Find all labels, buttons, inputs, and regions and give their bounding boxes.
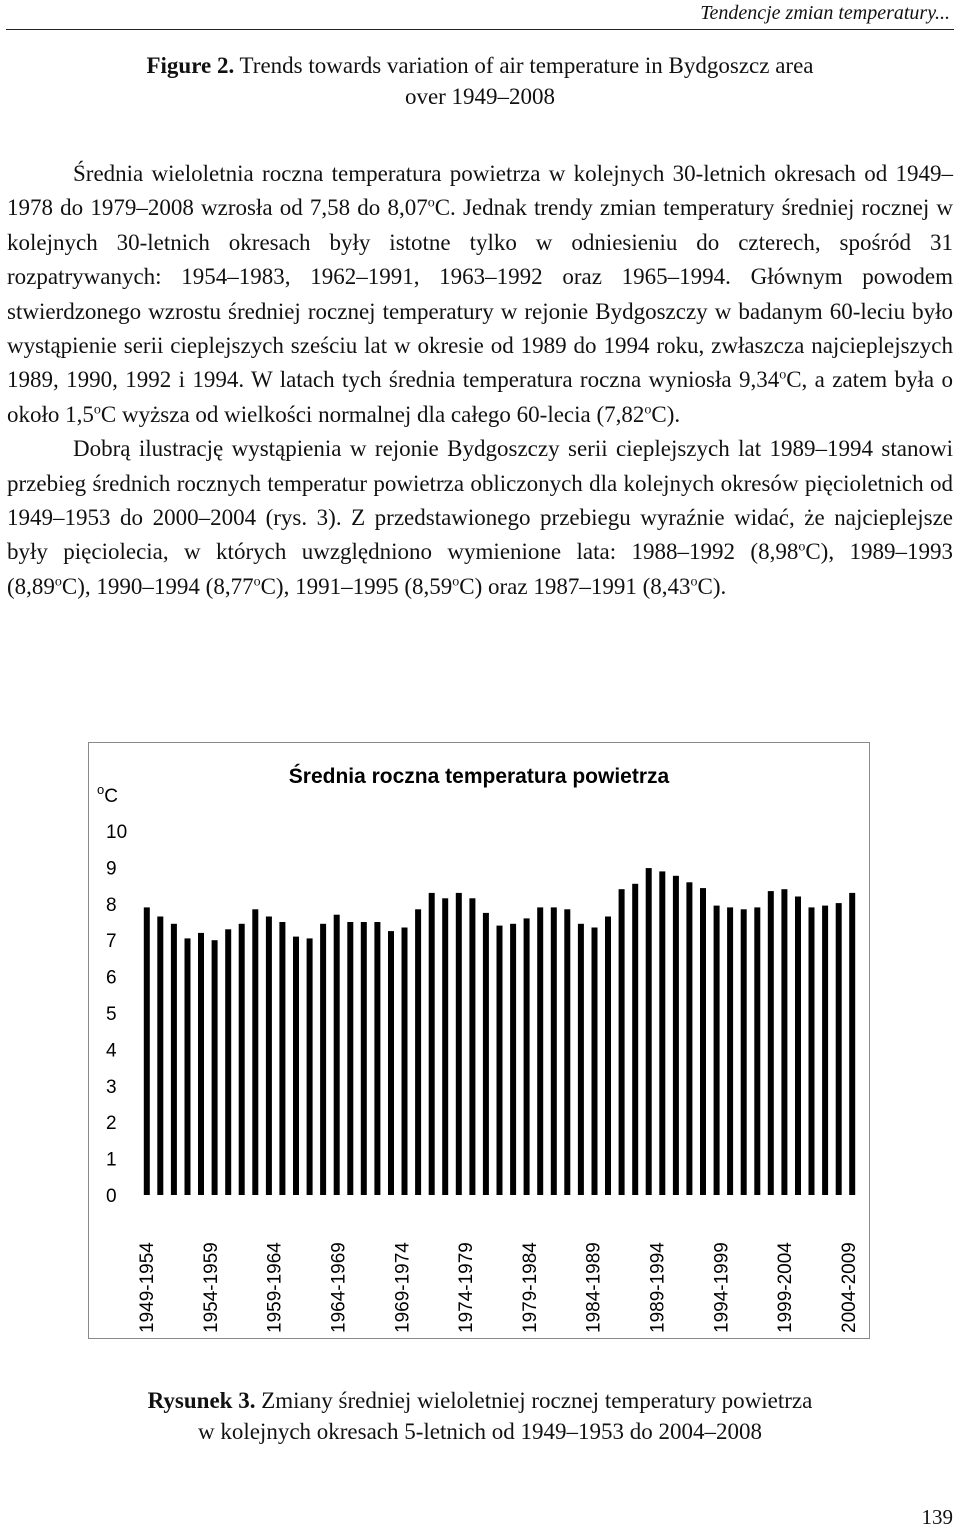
page-header [0, 0, 960, 30]
x-tick-label: 1959-1964 [264, 1242, 286, 1333]
y-axis-unit-label: C [104, 786, 118, 807]
body-text [7, 157, 953, 604]
y-axis-unit-sup: o [97, 782, 105, 797]
bar [809, 907, 815, 1195]
y-tick-label: 7 [106, 931, 117, 953]
bar [605, 917, 611, 1196]
figure-2-text-line2: over 1949–2008 [404, 84, 556, 109]
degree-sup: o [427, 195, 435, 211]
paragraph-1-part-d: C wyższa od wielkości normalnej dla całego 60-lecia (7,82 [100, 401, 645, 427]
paragraph-1 [7, 157, 953, 432]
x-tick-label: 1954-1959 [200, 1242, 222, 1333]
y-tick-label: 4 [106, 1040, 117, 1062]
bar [279, 922, 285, 1195]
bar [551, 907, 557, 1195]
bar [700, 888, 706, 1195]
x-tick-label: 1994-1999 [711, 1242, 733, 1333]
bar [673, 876, 679, 1195]
bar [822, 906, 828, 1195]
y-tick-label: 2 [106, 1113, 117, 1135]
bar [781, 889, 787, 1195]
bar [564, 909, 570, 1195]
paragraph-2-part-c: C), 1990–1994 (8,77 [61, 573, 254, 599]
x-tick-label: 1979-1984 [519, 1242, 541, 1333]
degree-sup: o [779, 367, 787, 383]
paragraph-2-part-d: C), 1991–1995 (8,59 [260, 573, 453, 599]
bar [578, 924, 584, 1195]
y-axis-unit [97, 782, 118, 807]
bar [225, 929, 231, 1195]
bar [429, 893, 435, 1195]
y-tick-label: 0 [106, 1186, 117, 1207]
x-tick-label: 1969-1974 [392, 1242, 414, 1333]
paragraph-1-part-b: C. Jednak trendy zmian temperatury średniej rocznej w kolejnych 30-letnich okresach były istotne tylko w odniesieniu do czterech, spośród 31 rozpatrywanych: 1954–1983, 1962–1991, 1963–1992 oraz 1965–1994. Głównym powodem stwierdzonego wzrostu średniej rocznej temperatury w rejonie Bydgoszczy w badanym 60-leciu było wystąpienie serii cieplejszych sześciu lat w okresie od 1989 do 1994 roku, zwłaszcza najcieplejszych 1989, 1990, 1992 i 1994. W latach tych średnia temperatura roczna wyniosła 9,34 [7, 195, 953, 393]
y-tick-label: 1 [106, 1149, 117, 1171]
bar [741, 909, 747, 1195]
bar [388, 931, 394, 1195]
bar [497, 926, 503, 1195]
degree-sup: o [93, 402, 101, 418]
bar [320, 924, 326, 1195]
bar [198, 933, 204, 1195]
x-tick-label: 1984-1989 [583, 1242, 605, 1333]
y-tick-label: 10 [106, 822, 128, 843]
bar [185, 938, 191, 1195]
paragraph-2-part-a: Dobrą ilustrację wystąpienia w rejonie Bydgoszczy serii cieplejszych lat 1989–1994 stanowi przebieg średnich rocznych temperatur powietrza obliczonych dla kolejnych okresów pięcioletnich od 1949–1953 do 2000–2004 (rys. 3). Z przedstawionego przebiegu wyraźnie widać, że najcieplejsze były pięciolecia, w których uwzględniono wymienione lata: 1988–1992 (8,98 [7, 436, 953, 565]
x-tick-label: 1989-1994 [647, 1242, 669, 1333]
bar [157, 917, 163, 1196]
bar [415, 909, 421, 1195]
paragraph-1-part-c: C, a zatem była o około 1,5 [7, 367, 953, 427]
bar [293, 937, 299, 1195]
bar [212, 940, 218, 1195]
bar [510, 924, 516, 1195]
bar [402, 928, 408, 1196]
paragraph-1-part-e: C). [651, 401, 681, 427]
paragraph-2-part-b: C), 1989–1993 (8,89 [7, 539, 953, 599]
chart-title: Średnia roczna temperatura powietrza [288, 765, 670, 788]
degree-sup: o [644, 402, 652, 418]
bar [659, 871, 665, 1195]
caption-line-2: w kolejnych okresach 5-letnich od 1949–1953 do 2004–2008 [197, 1419, 763, 1444]
y-tick-label: 6 [106, 967, 117, 989]
figure-2-label: Figure 2. [146, 53, 235, 78]
degree-sup: o [253, 574, 261, 590]
paragraph-2-part-f: C). [697, 573, 727, 599]
degree-sup: o [54, 574, 62, 590]
header-rule [6, 29, 954, 30]
x-tick-label: 1999-2004 [775, 1242, 797, 1333]
bar [442, 898, 448, 1195]
bar [524, 918, 530, 1195]
bar [754, 907, 760, 1195]
figure-3-caption [60, 1385, 900, 1447]
figure-3-label: Rysunek 3. [147, 1388, 256, 1413]
paragraph-1-part-a: Średnia wieloletnia roczna temperatura powietrza w kolejnych 30-letnich okresach od 1949–1978 do 1979–2008 wzrosła od 7,58 do 8,07 [7, 161, 953, 221]
bar [374, 922, 380, 1195]
x-tick-labels [137, 1242, 860, 1333]
y-tick-label: 3 [106, 1076, 117, 1098]
bar [171, 924, 177, 1195]
x-tick-label: 1964-1969 [328, 1242, 350, 1333]
bar [144, 907, 150, 1195]
bar [619, 889, 625, 1195]
bar [836, 903, 842, 1195]
bar [537, 907, 543, 1195]
bar [456, 893, 462, 1195]
x-tick-label: 1974-1979 [456, 1242, 478, 1333]
degree-sup: o [452, 574, 460, 590]
bar [307, 938, 313, 1195]
figure-2-caption [60, 50, 900, 112]
running-title: Tendencje zmian temperatury... [700, 2, 950, 24]
figure-2-text: Trends towards variation of air temperature in Bydgoszcz area [239, 53, 814, 78]
bar [632, 884, 638, 1195]
chart-svg [89, 743, 871, 1340]
bar [469, 898, 475, 1195]
bar [239, 924, 245, 1195]
x-tick-label: 2004-2009 [839, 1242, 860, 1333]
degree-sup: o [798, 539, 806, 555]
y-tick-label: 5 [106, 1004, 117, 1025]
x-tick-label: 1949-1954 [137, 1242, 158, 1333]
bar [727, 907, 733, 1195]
temperature-bar-chart [88, 742, 870, 1339]
bar [334, 915, 340, 1195]
page-number: 139 [921, 1505, 953, 1529]
bar [252, 909, 258, 1195]
bars [144, 868, 855, 1195]
bar [483, 913, 489, 1195]
bar [849, 893, 855, 1195]
bar [361, 922, 367, 1195]
y-tick-labels [106, 822, 127, 1207]
bar [795, 897, 801, 1196]
bar [646, 868, 652, 1195]
bar [266, 917, 272, 1196]
paragraph-2-part-e: C) oraz 1987–1991 (8,43 [459, 573, 691, 599]
degree-sup: o [690, 574, 698, 590]
bar [714, 906, 720, 1195]
bar [768, 891, 774, 1195]
y-tick-label: 9 [106, 858, 117, 880]
bar [347, 922, 353, 1195]
paragraph-2 [7, 432, 953, 604]
bar [592, 928, 598, 1196]
y-tick-label: 8 [106, 894, 117, 916]
caption-line-1: Zmiany średniej wieloletniej rocznej temperatury powietrza [261, 1388, 813, 1413]
bar [686, 882, 692, 1195]
